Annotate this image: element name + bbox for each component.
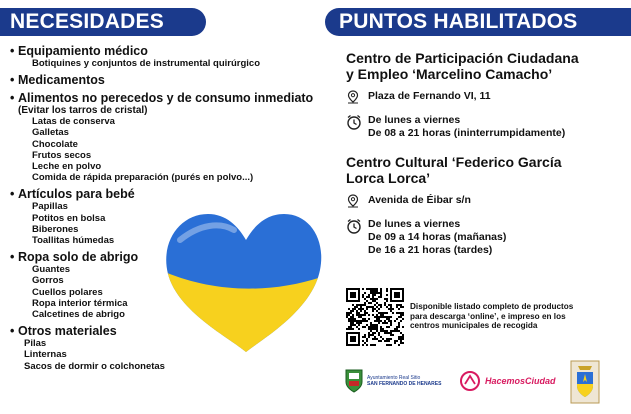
necesidades-banner: NECESIDADES	[0, 8, 206, 36]
hacemos-ciudad-icon	[459, 370, 485, 392]
list-item: Linternas	[24, 349, 67, 361]
list-item: Ropa interior térmica	[32, 297, 128, 309]
ukraine-heart-icon	[160, 200, 330, 360]
category-medicamentos: • Medicamentos	[10, 73, 105, 88]
list-item: Pilas	[24, 338, 47, 350]
list-item: Guantes	[32, 264, 71, 276]
qr-block	[346, 288, 626, 346]
clock-icon	[346, 114, 368, 135]
center2-days: De lunes a viernes	[368, 218, 461, 230]
center2-address-row	[346, 194, 621, 213]
center1-days: De lunes a viernes	[368, 114, 461, 126]
center2-hours-row	[346, 218, 621, 257]
list-item: Galletas	[32, 127, 69, 139]
center1-address: Plaza de Fernando VI, 11	[368, 90, 491, 102]
qr-description: Disponible listado completo de productos para descarga ‘online’, e impreso en los centros municipales de recogida	[410, 302, 574, 331]
clock-icon	[346, 218, 368, 239]
list-item: Toallitas húmedas	[32, 235, 115, 247]
logos-row	[344, 360, 624, 406]
center2-hours-afternoon: De 16 a 21 horas (tardes)	[368, 244, 493, 256]
list-item: Biberones	[32, 223, 79, 235]
category-note: (Evitar los tarros de cristal)	[18, 105, 148, 117]
category-bebe: • Artículos para bebé	[10, 187, 135, 202]
ayuntamiento-logo: Ayuntamiento Real Sitio SAN FERNANDO DE HENARES	[344, 368, 441, 394]
category-equipamiento: • Equipamiento médico	[10, 44, 148, 58]
center1-name: Centro de Participación Ciudadana y Empleo ‘Marcelino Camacho’	[346, 50, 579, 82]
list-item: Frutos secos	[32, 149, 92, 161]
category-alimentos: • Alimentos no perecedos y de consumo inmediato	[10, 91, 314, 106]
qr-code[interactable]	[346, 288, 404, 346]
location-pin-icon	[346, 90, 368, 109]
coat-of-arms-icon	[344, 368, 364, 394]
list-item: Botiquines y conjuntos de instrumental quirúrgico	[32, 58, 261, 69]
center1-address-row	[346, 90, 621, 109]
center2-address: Avenida de Éibar s/n	[368, 194, 471, 206]
center2-name: Centro Cultural ‘Federico García Lorca Lorca’	[346, 154, 562, 186]
center1-hours-row	[346, 114, 621, 140]
list-item: Potitos en bolsa	[32, 212, 106, 224]
list-item: Comida de rápida preparación (purés en polvo...)	[32, 172, 254, 184]
heraldic-crest-icon	[570, 360, 600, 404]
category-otros: • Otros materiales	[10, 324, 117, 339]
hacemos-ciudad-logo: HacemosCiudad	[459, 370, 556, 392]
list-item: Calcetines de abrigo	[32, 309, 125, 321]
center2-hours-morning: De 09 a 14 horas (mañanas)	[368, 231, 507, 243]
category-ropa: • Ropa solo de abrigo	[10, 250, 139, 265]
list-item: Chocolate	[32, 138, 78, 150]
collection-points	[346, 50, 621, 257]
list-item: Leche en polvo	[32, 161, 102, 173]
list-item: Latas de conserva	[32, 116, 115, 128]
list-item: Cuellos polares	[32, 286, 103, 298]
center1-hours: De 08 a 21 horas (ininterrumpidamente)	[368, 127, 566, 139]
list-item: Gorros	[32, 275, 64, 287]
list-item: Sacos de dormir o colchonetas	[24, 360, 165, 372]
list-item: Papillas	[32, 201, 68, 213]
puntos-habilitados-banner: PUNTOS HABILITADOS	[325, 8, 631, 36]
location-pin-icon	[346, 194, 368, 213]
